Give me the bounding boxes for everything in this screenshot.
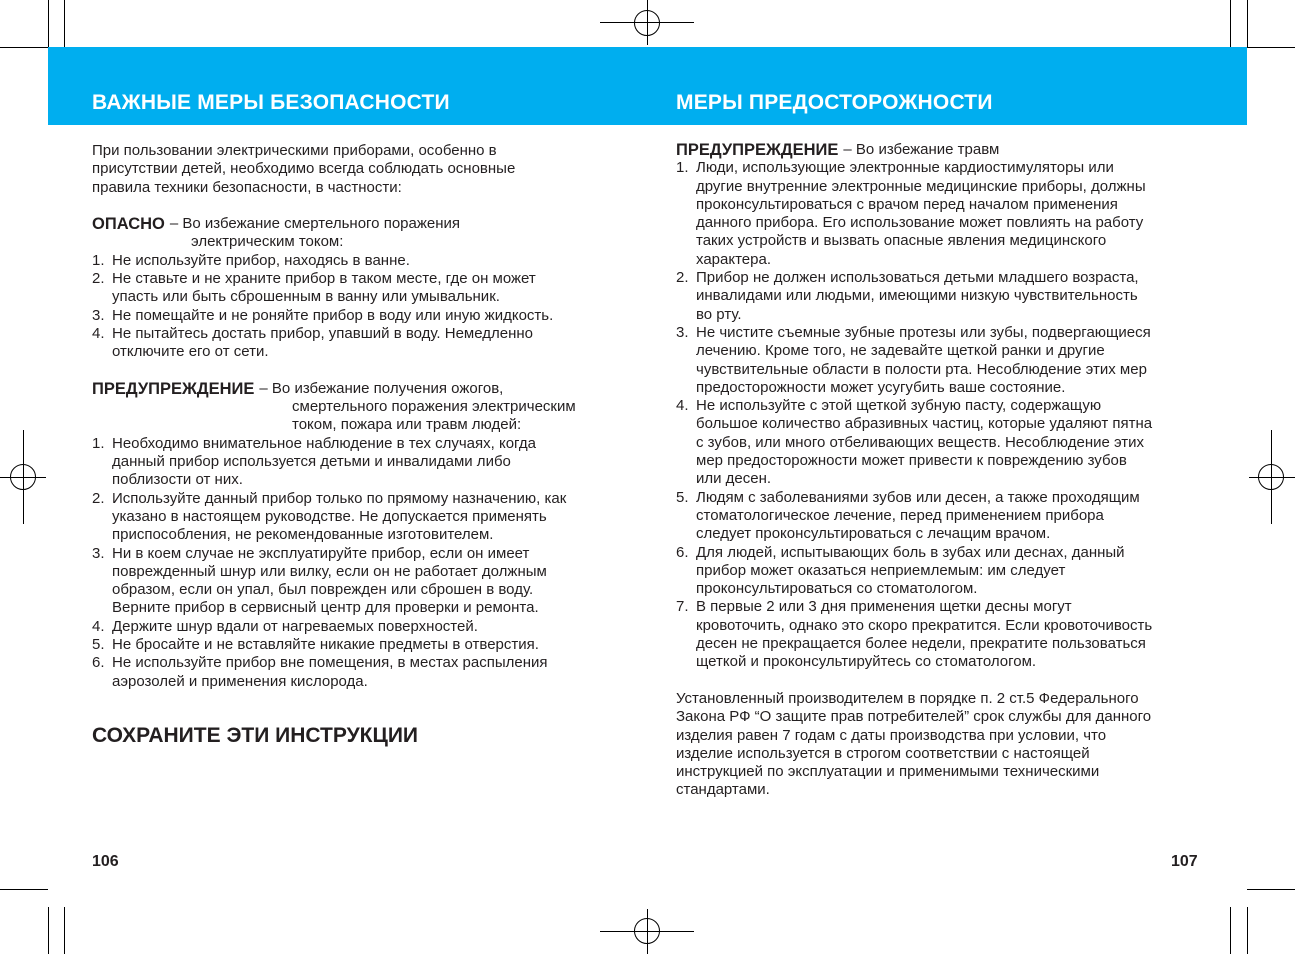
list-item: инвалидами или людьми, имеющими низкую чувствительность [696, 287, 1138, 305]
warning-lead: – Во избежание получения ожогов, [259, 379, 504, 397]
list-item: Верните прибор в сервисный центр для проверки и ремонта. [112, 599, 539, 617]
danger-label: ОПАСНО [92, 215, 165, 234]
list-item: проконсультироваться с врачом перед началом применения [696, 195, 1118, 213]
list-item: поблизости от них. [112, 471, 243, 489]
list-item: упасть или быть сброшенным в ванну или умывальник. [112, 288, 500, 306]
list-item: 2. Не ставьте и не храните прибор в таком месте, где он может [92, 270, 536, 288]
right-page-title: МЕРЫ ПРЕДОСТОРОЖНОСТИ [676, 91, 993, 114]
list-item: 2. Прибор не должен использоваться детьми младшего возраста, [676, 269, 1139, 287]
list-item: 6. Для людей, испытывающих боль в зубах или деснах, данный [676, 543, 1125, 561]
list-item: таких устройств и вызвать опасные явления медицинского [696, 232, 1107, 250]
precautions-list [676, 159, 1211, 671]
list-item: другие внутренние электронные медицинские приборы, должны [696, 177, 1146, 195]
save-instructions-heading: СОХРАНИТЕ ЭТИ ИНСТРУКЦИИ [92, 724, 419, 748]
list-item: 5. Людям с заболеваниями зубов или десен, а также проходящим [676, 488, 1140, 506]
left-page-title: ВАЖНЫЕ МЕРЫ БЕЗОПАСНОСТИ [92, 91, 450, 114]
list-item: данный прибор используется детьми и инвалидами либо [112, 453, 511, 471]
list-item: данного прибора. Его использование может повлиять на работу [696, 214, 1144, 232]
list-item: приспособления, не рекомендованные изготовителем. [112, 526, 494, 544]
danger-section [92, 215, 622, 361]
list-item: характера. [696, 250, 771, 268]
warning-label: ПРЕДУПРЕЖДЕНИЕ [92, 379, 255, 398]
list-item: 6. Не используйте прибор вне помещения, в местах распыления [92, 654, 548, 672]
right-page-number: 107 [1171, 853, 1198, 870]
list-item: десен не прекращается более недели, прекратите пользоваться [696, 635, 1146, 653]
list-item: следует проконсультироваться с лечащим врачом. [696, 525, 1051, 543]
list-item: 1. Люди, использующие электронные кардиостимуляторы или [676, 159, 1114, 177]
danger-lead-continued: электрическим током: [191, 233, 344, 251]
intro-paragraph: При пользовании электрическими приборами, особенно в присутствии детей, необходимо всегда соблюдать основные правила техники безопасности, в частности: [92, 142, 516, 196]
right-warning-label: ПРЕДУПРЕЖДЕНИЕ [676, 141, 839, 159]
warning-section: ПРЕДУПРЕЖДЕНИЕ – Во избежание получения ожогов, смертельного поражения электрическим током, пожара или травм людей: 1. Необходимо внимательное наблюдение в тех случаях, когда данный прибор используется детьми и инвалидами либо поблизости от них. 2. Используйте данный прибор только по прямому назначению, как указано в настоящем руководстве. Не допускается применять приспособления, не рекомендованные изготовителем. 3. Ни в коем случае не эксплуатируйте прибор, если он имеет поврежденный шнур или вилку, если он не работает должным образом, если он упал, был поврежден или сброшен в воду. Верните прибор в сервисный центр для проверки и ремонта. 4. Держите шнур вдали от нагреваемых поверхностей. 5. Не бросайте и не вставляйте никакие предметы в отверстия. 6. Не используйте прибор вне помещения, в местах распыления аэрозолей и применения кислорода. [92, 380, 622, 691]
list-item: большое количество абразивных частиц, которые удаляют пятна [696, 415, 1153, 433]
list-item: кровоточить, однако это скоро прекратится. Если кровоточивость [696, 616, 1153, 634]
list-item: 1. Необходимо внимательное наблюдение в тех случаях, когда [92, 434, 536, 452]
list-item: чувствительные области в полости рта. Несоблюдение этих мер [696, 360, 1147, 378]
list-item: 5. Не бросайте и не вставляйте никакие предметы в отверстия. [92, 636, 539, 654]
left-page-number: 106 [92, 853, 119, 870]
danger-list [92, 252, 622, 362]
list-item: 4. Не используйте с этой щеткой зубную пасту, содержащую [676, 397, 1102, 415]
warning-list [92, 435, 622, 691]
list-item: образом, если он упал, был поврежден или сброшен в воду. [112, 581, 534, 599]
list-item: мер предосторожности может привести к повреждению зубов [696, 452, 1127, 470]
list-item: отключите его от сети. [112, 343, 269, 361]
list-item: во рту. [696, 305, 742, 323]
list-item: указано в настоящем руководстве. Не допускается применять [112, 507, 547, 525]
list-item: аэрозолей и применения кислорода. [112, 672, 368, 690]
list-item: с зубов, или много отбеливающих веществ. Несоблюдение этих [696, 433, 1145, 451]
left-page-content [92, 142, 622, 746]
list-item: или десен. [696, 470, 772, 488]
list-item: 1. Не используйте прибор, находясь в ванне. [92, 251, 410, 269]
danger-lead: – Во избежание смертельного поражения [169, 215, 461, 233]
list-item: стоматологическое лечение, перед применением прибора [696, 506, 1104, 524]
right-page-content [676, 141, 1211, 800]
list-item: 3. Не чистите съемные зубные протезы или зубы, подвергающиеся [676, 323, 1151, 341]
list-item: 3. Ни в коем случае не эксплуатируйте прибор, если он имеет [92, 544, 530, 562]
list-item: 2. Используйте данный прибор только по прямому назначению, как [92, 489, 567, 507]
list-item: поврежденный шнур или вилку, если он не работает должным [112, 562, 547, 580]
list-item: проконсультироваться со стоматологом. [696, 580, 978, 598]
list-item: прибор может оказаться неприемлемым: им следует [696, 561, 1066, 579]
list-item: 4. Держите шнур вдали от нагреваемых поверхностей. [92, 617, 478, 635]
service-life-paragraph: Установленный производителем в порядке п. 2 ст.5 Федерального Закона РФ “О защите прав потребителей” срок службы для данного изделия равен 7 годам с даты производства при условии, что изделие используется в строгом соответствии с настоящей инструкцией по эксплуатации и применимыми техническими стандартами. [676, 689, 1152, 799]
list-item: щеткой и проконсультируйтесь со стоматологом. [696, 653, 1037, 671]
list-item: 4. Не пытайтесь достать прибор, упавший в воду. Немедленно [92, 324, 533, 342]
right-warning-lead: – Во избежание травм [843, 141, 1000, 158]
list-item: 7. В первые 2 или 3 дня применения щетки десны могут [676, 598, 1072, 616]
list-item: 3. Не помещайте и не роняйте прибор в воду или иную жидкость. [92, 306, 554, 324]
list-item: предосторожности может усугубить ваше состояние. [696, 378, 1066, 396]
list-item: лечению. Кроме того, не задевайте щеткой ранки и другие [696, 342, 1105, 360]
